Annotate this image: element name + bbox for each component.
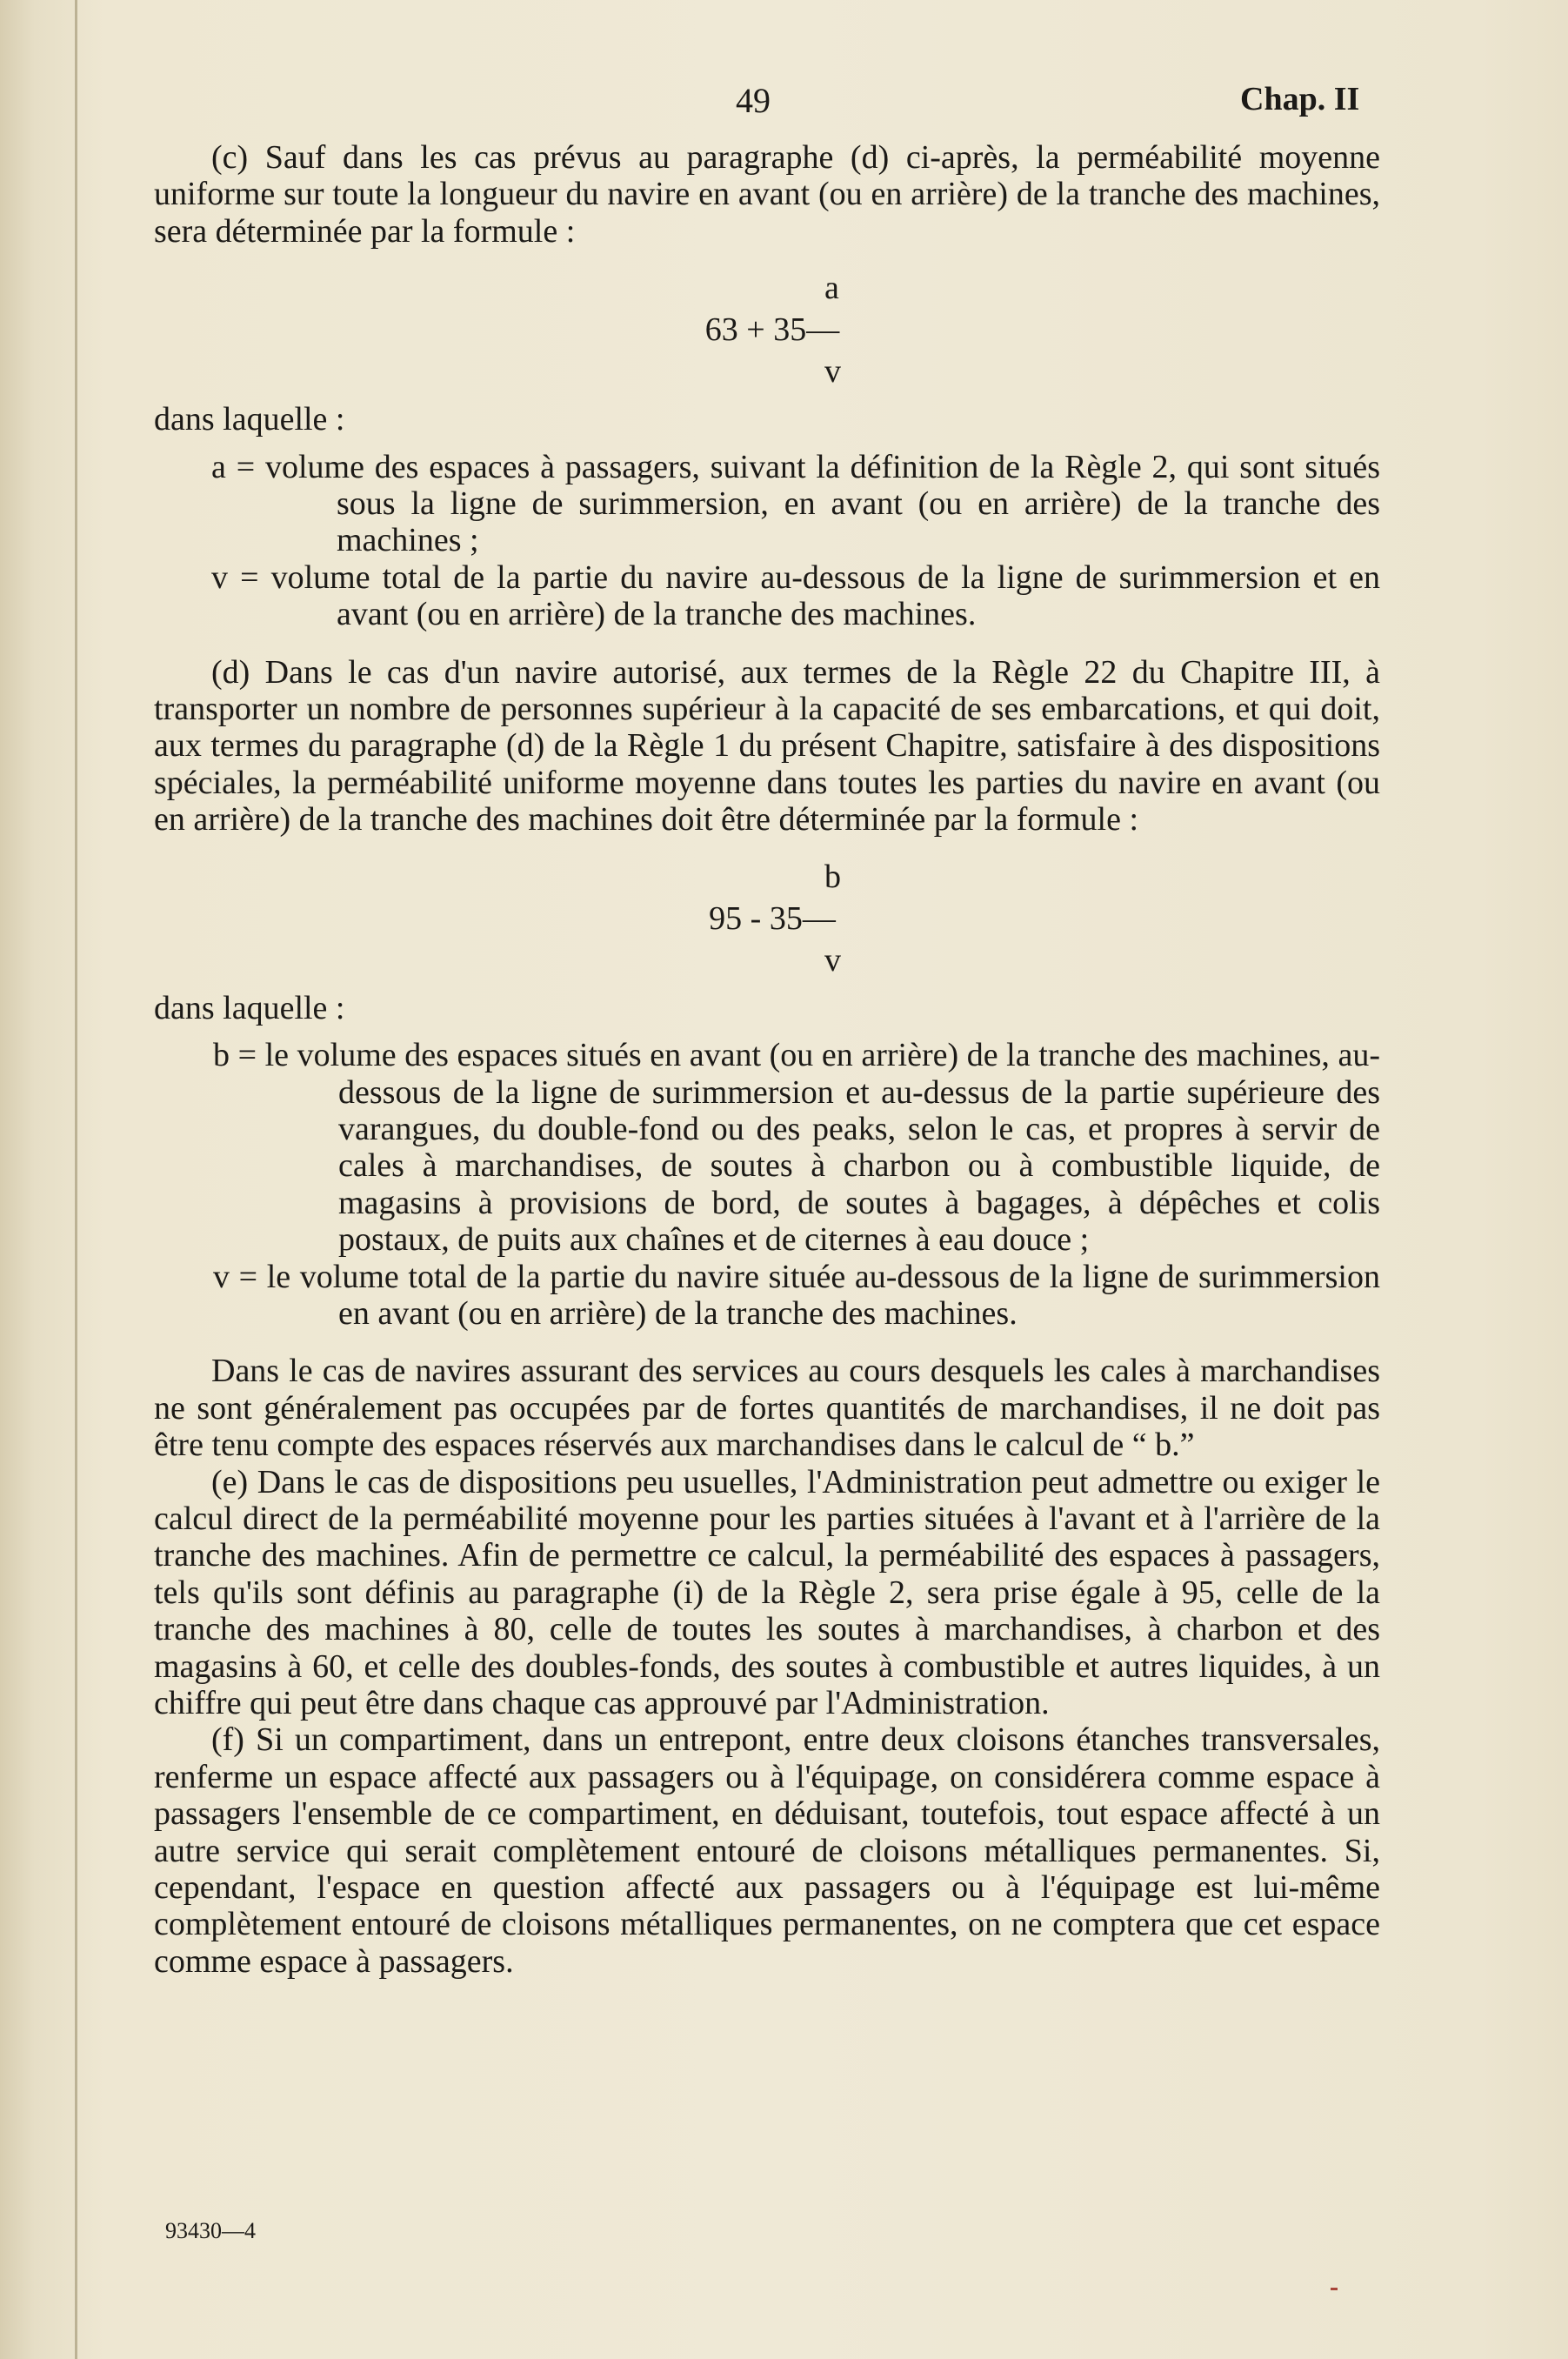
paragraph-f: (f) Si un compartiment, dans un entrepont, entre deux cloisons étanches transversales, renferme un espace affecté aux passagers ou à l'équipage, on considérera comme espace à passagers l'ensemble de ce compartiment, en déduisant, toutefois, tout espace affecté à un autre service qui serait complètement entouré de cloisons métalliques permanentes. Si, cependant, l'espace en question affecté aux passagers ou à l'équipage est lui-même complètement entouré de cloisons métalliques permanentes, on ne comptera que cet espace comme espace à passagers. — [154, 1721, 1380, 1980]
where-label-2: dans laquelle : — [154, 989, 345, 1026]
definition-a: a = volume des espaces à passagers, suivant la définition de la Règle 2, qui sont situés sous la ligne de surimmersion, en avant (ou en arrière) de la tranche des machines ; — [211, 448, 1380, 559]
paragraph-cargo: Dans le cas de navires assurant des services au cours desquels les cales à marchandises ne sont généralement pas occupées par de fortes quantités de marchandises, il ne doit pas être tenu compte des espaces réservés aux marchandises dans le calcul de “ b.” — [154, 1353, 1380, 1464]
paragraph-e: (e) Dans le cas de dispositions peu usuelles, l'Administration peut admettre ou exiger le calcul direct de la perméabilité moyenne pour les parties situées à l'avant et à l'arrière de la tranche des machines. Afin de permettre ce calcul, la perméabilité des espaces à passagers, tels qu'ils sont définis au paragraphe (i) de la Règle 2, sera prise égale à 95, celle de la tranche des machines à 80, celle de toutes les soutes à marchandises, à charbon et des magasins à 60, et celle des doubles-fonds, des soutes à combustible et autres liquides, à un chiffre qui peut être dans chaque cas approuvé par l'Administration. — [154, 1463, 1380, 1721]
ink-mark — [1331, 2288, 1338, 2290]
page-number: 49 — [736, 81, 771, 120]
paragraph-d: (d) Dans le cas d'un navire autorisé, aux termes de la Règle 22 du Chapitre III, à transporter un nombre de personnes supérieur à la capacité de ses embarcations, et qui doit, aux termes du paragraphe (d) de la Règle 1 du présent Chapitre, satisfaire à des dispositions spéciales, la perméabilité uniforme moyenne dans toutes les parties du navire en avant (ou en arrière) de la tranche des machines doit être déterminée par la formule : — [154, 653, 1380, 839]
formula-1-expression: 63 + 35— — [704, 311, 840, 349]
formula-permeability-2: b 95 - 35— v — [709, 858, 841, 979]
paragraph-c: (c) Sauf dans les cas prévus au paragraphe (d) ci-après, la perméabilité moyenne uniforme sur toute la longueur du navire en avant (ou en arrière) de la tranche des machines, sera déterminée par la formule : — [154, 139, 1380, 250]
print-code: 93430—4 — [165, 2218, 256, 2243]
formula-permeability-1: a 63 + 35— v — [704, 270, 841, 391]
definition-v-2: v = le volume total de la partie du navire située au-dessous de la ligne de surimmersion en avant (ou en arrière) de la tranche des machines. — [213, 1258, 1380, 1332]
definition-b: b = le volume des espaces situés en avant (ou en arrière) de la tranche des machines, au-dessous de la ligne de surimmersion et au-dessus de la partie supérieure des varangues, du double-fond ou des peaks, selon le cas, et propres à servir de cales à marchandises, de soutes à charbon ou à combustible liquide, de magasins à provisions de bord, de soutes à bagages, à dépêches et colis postaux, de puits aux chaînes et de citernes à eau douce ; — [213, 1037, 1380, 1259]
page-header — [0, 80, 1568, 132]
definition-v-1: v = volume total de la partie du navire au-dessous de la ligne de surimmersion et en avant (ou en arrière) de la tranche des machines. — [211, 558, 1380, 633]
chapter-label: Chap. II — [1240, 81, 1360, 117]
page-gutter-line — [75, 0, 77, 2359]
where-label-1: dans laquelle : — [154, 401, 345, 438]
page-body — [154, 139, 1380, 1980]
formula-2-expression: 95 - 35— — [709, 899, 836, 937]
